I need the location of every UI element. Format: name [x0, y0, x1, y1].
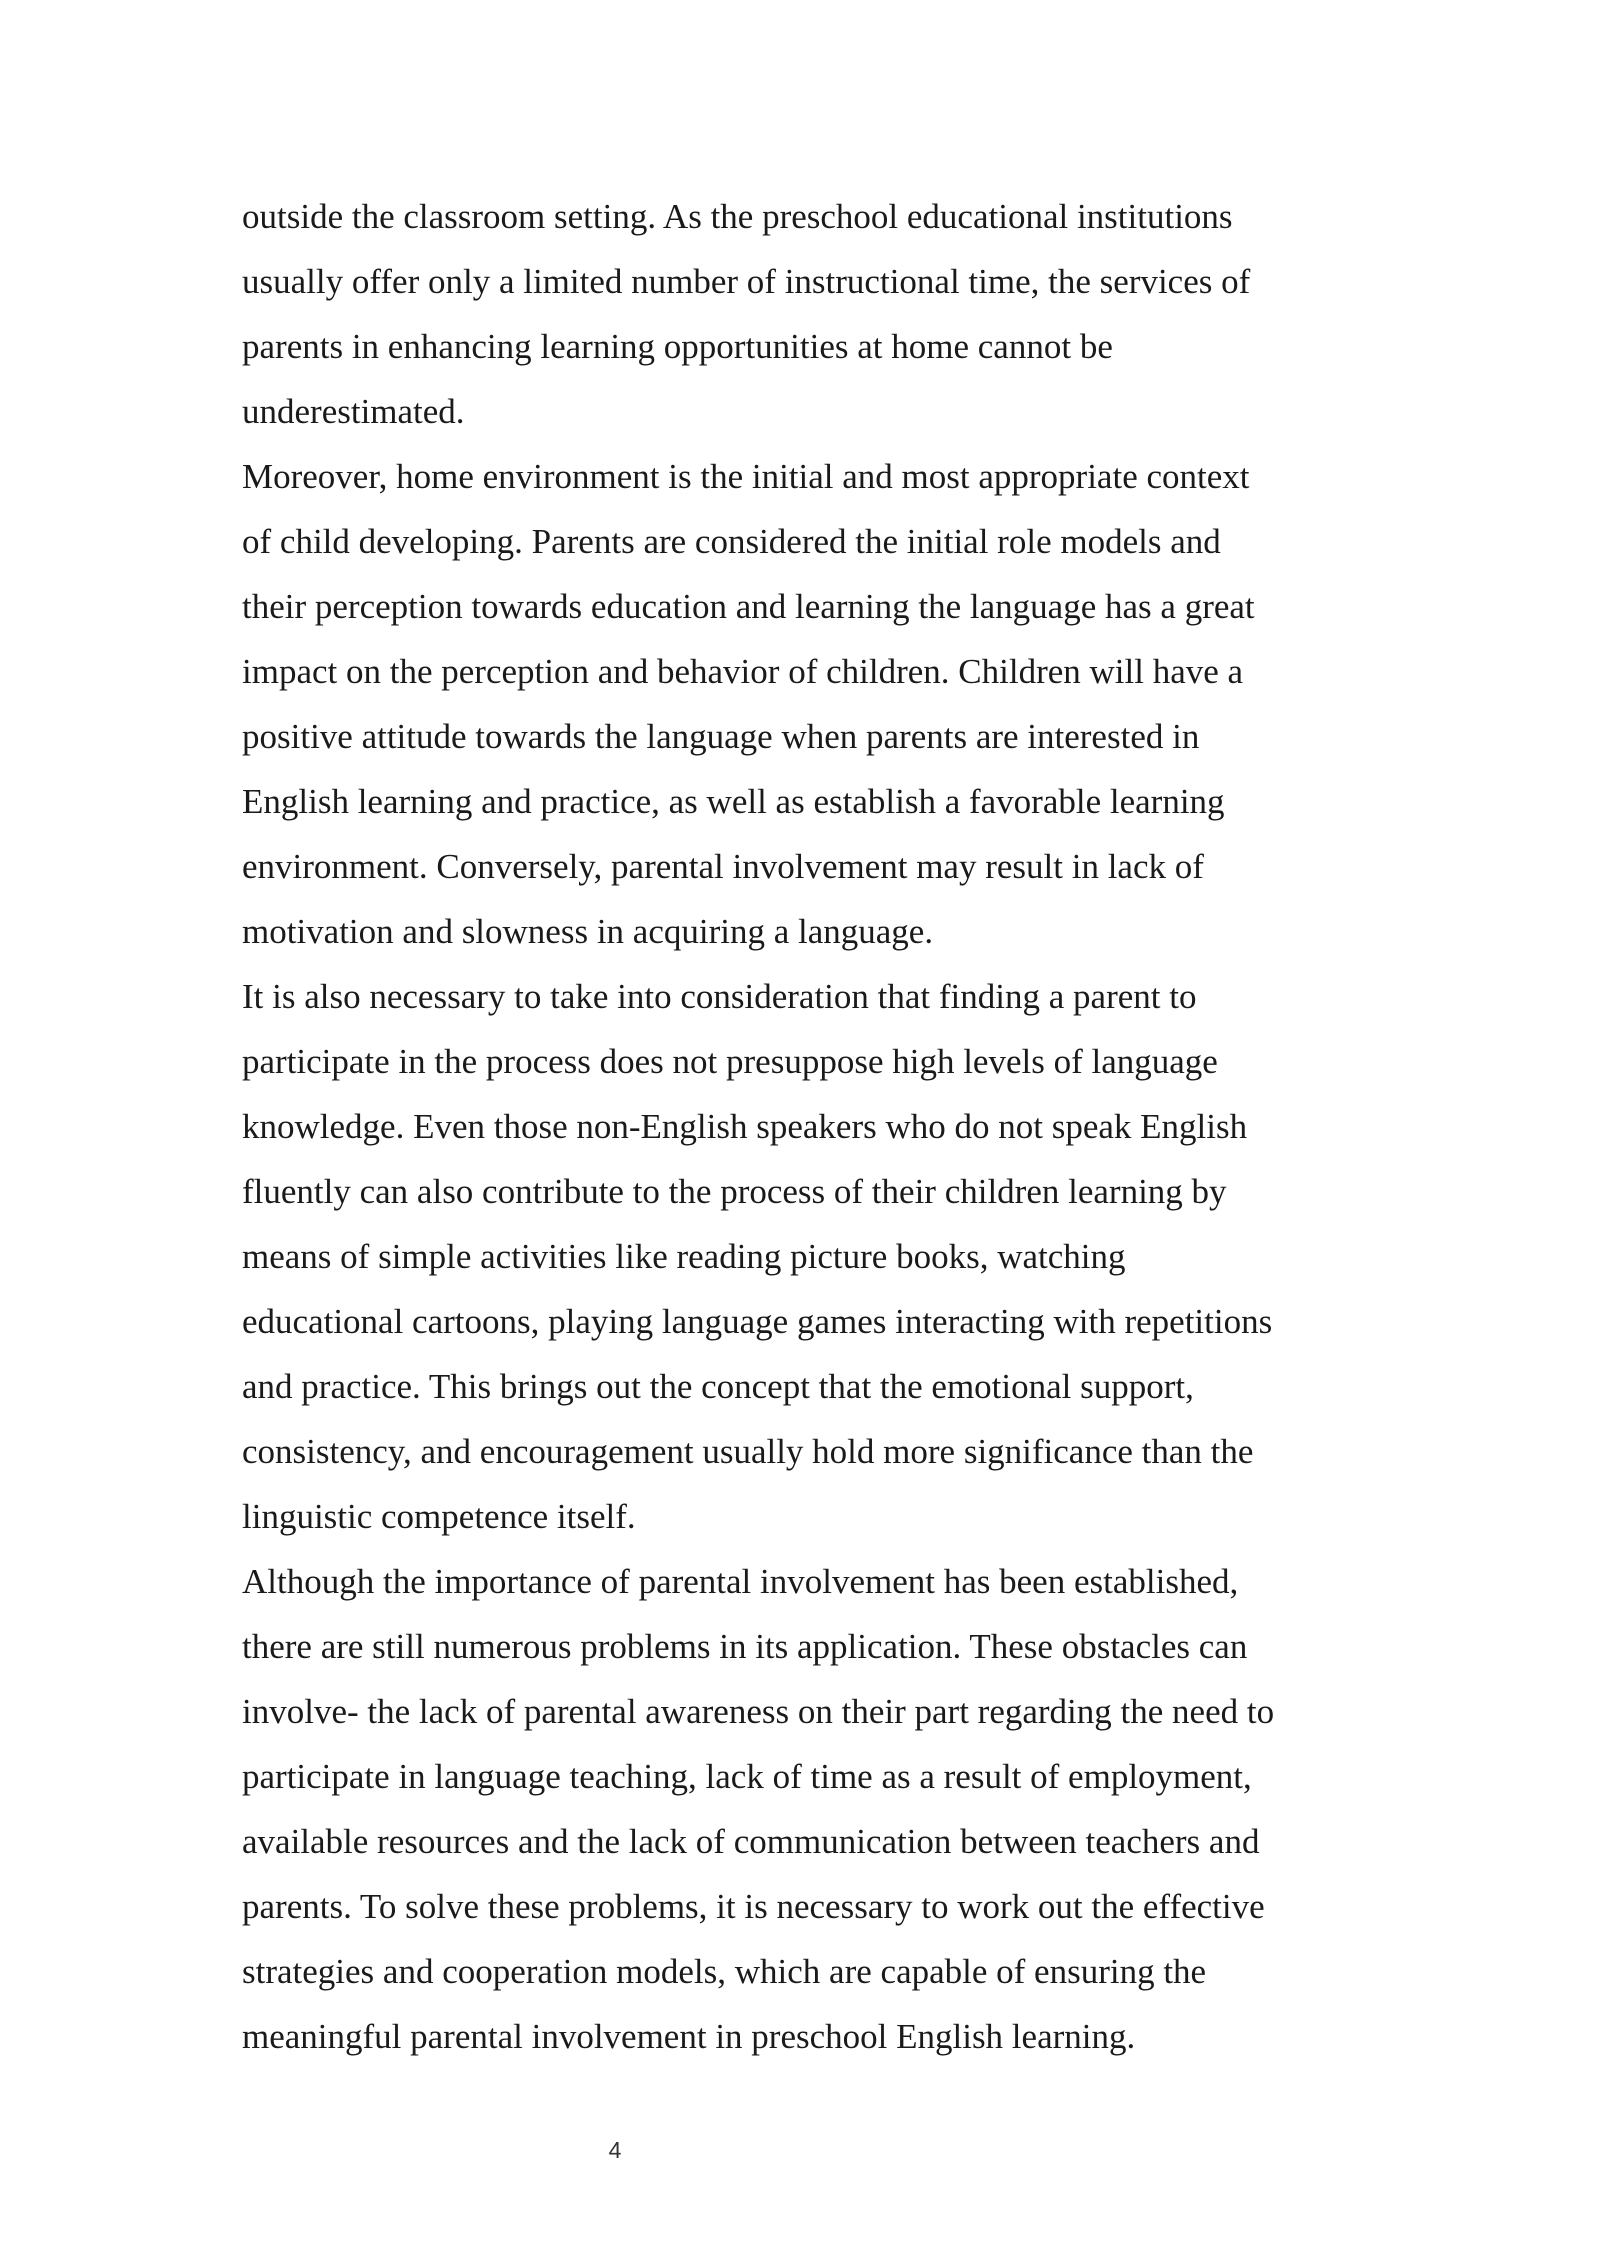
- text-line: impact on the perception and behavior of children. Children will have a: [242, 652, 1244, 691]
- text-line: parents. To solve these problems, it is necessary to work out the effective: [242, 1887, 1265, 1926]
- text-line: underestimated.: [242, 392, 465, 431]
- text-line: outside the classroom setting. As the preschool educational institutions: [242, 197, 1233, 236]
- text-line: participate in the process does not presuppose high levels of language: [242, 1042, 1218, 1081]
- text-line: motivation and slowness in acquiring a language.: [242, 912, 934, 951]
- text-line: English learning and practice, as well as establish a favorable learning: [242, 782, 1225, 821]
- body-text: [242, 184, 1382, 2069]
- text-line: It is also necessary to take into consideration that finding a parent to: [242, 977, 1197, 1016]
- text-line: positive attitude towards the language when parents are interested in: [242, 717, 1200, 756]
- text-line: there are still numerous problems in its application. These obstacles can: [242, 1627, 1248, 1666]
- text-line: consistency, and encouragement usually hold more significance than the: [242, 1432, 1254, 1471]
- text-line: involve- the lack of parental awareness on their part regarding the need to: [242, 1692, 1275, 1731]
- text-line: and practice. This brings out the concept that the emotional support,: [242, 1367, 1194, 1406]
- text-line: knowledge. Even those non-English speakers who do not speak English: [242, 1107, 1248, 1146]
- text-line: environment. Conversely, parental involvement may result in lack of: [242, 847, 1204, 886]
- page-number: 4: [608, 2137, 622, 2163]
- text-line: parents in enhancing learning opportunities at home cannot be: [242, 327, 1113, 366]
- text-line: available resources and the lack of communication between teachers and: [242, 1822, 1260, 1861]
- text-line: Moreover, home environment is the initial and most appropriate context: [242, 457, 1250, 496]
- text-line: educational cartoons, playing language games interacting with repetitions: [242, 1302, 1273, 1341]
- text-line: usually offer only a limited number of instructional time, the services of: [242, 262, 1251, 301]
- text-line: meaningful parental involvement in preschool English learning.: [242, 2017, 1136, 2056]
- text-line: fluently can also contribute to the process of their children learning by: [242, 1172, 1227, 1211]
- text-line: linguistic competence itself.: [242, 1497, 636, 1536]
- text-line: strategies and cooperation models, which are capable of ensuring the: [242, 1952, 1207, 1991]
- text-line: their perception towards education and learning the language has a great: [242, 587, 1255, 626]
- text-line: participate in language teaching, lack of time as a result of employment,: [242, 1757, 1252, 1796]
- text-line: of child developing. Parents are considered the initial role models and: [242, 522, 1221, 561]
- text-line: Although the importance of parental involvement has been established,: [242, 1562, 1239, 1601]
- text-line: means of simple activities like reading picture books, watching: [242, 1237, 1126, 1276]
